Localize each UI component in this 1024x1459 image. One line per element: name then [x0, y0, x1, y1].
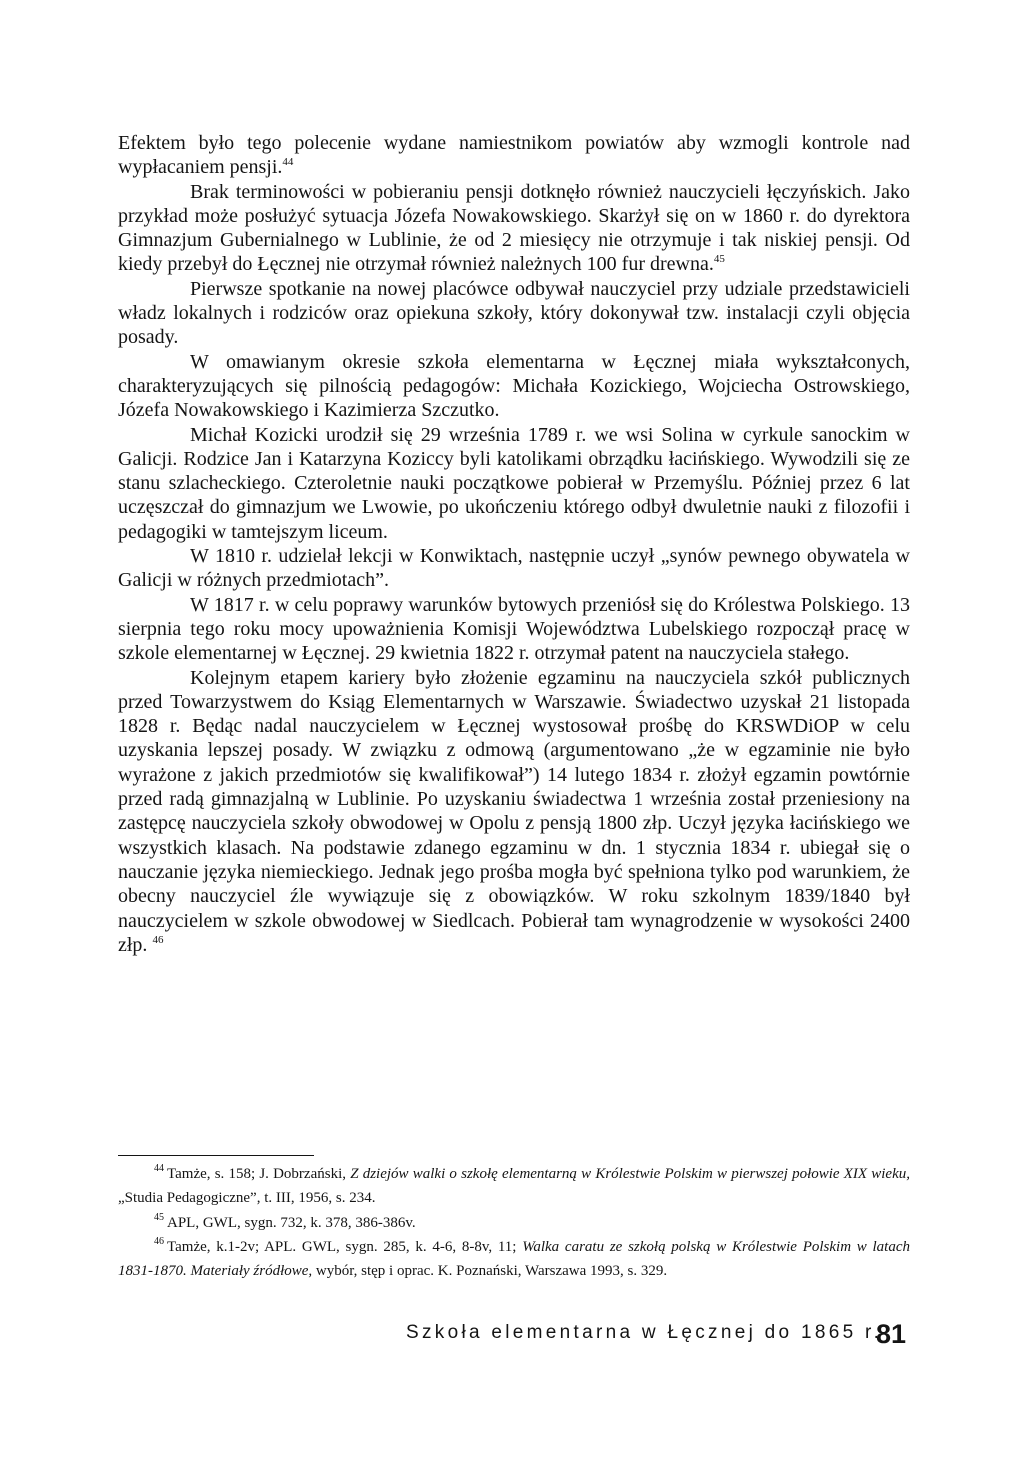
page-number: 81 [876, 1319, 907, 1349]
footnote-number: 46 [154, 1235, 164, 1247]
footnote-44 [118, 1162, 910, 1211]
footnote-text: Tamże, s. 158; J. Dobrzański, [167, 1166, 346, 1182]
footnote-number: 45 [154, 1211, 164, 1223]
paragraph-text: Efektem było tego polecenie wydane namiestnikom powiatów aby wzmogli kontrole nad wypłacaniem pensji. [118, 132, 910, 179]
footnotes [118, 1162, 910, 1283]
paragraph-text: W 1810 r. udzielał lekcji w Konwiktach, następnie uczył „synów pewnego obywatela w Galicji w różnych przedmiotach”. [118, 545, 910, 592]
paragraph-6 [118, 544, 910, 593]
running-title: Szkoła elementarna w Łęcznej do 1865 r. [406, 1322, 883, 1343]
footnote-text: Tamże, k.1-2v; APL. GWL, sygn. 285, k. 4-6, 8-8v, 11; [167, 1238, 517, 1255]
footnote-title: Z dziejów walki o szkołę elementarną w Królestwie Polskim w pierwszej połowie XIX wieku, [350, 1166, 910, 1182]
footnote-ref-46: 46 [152, 933, 164, 946]
footnote-ref-44: 44 [282, 156, 294, 169]
main-text [118, 131, 910, 957]
paragraph-text: Michał Kozicki urodził się 29 września 1789 r. we wsi Solina w cyrkule sanockim w Galicji. Rodzice Jan i Katarzyna Koziccy byli katolikami obrządku łacińskiego. Wywodzili się ze stanu szlacheckiego. Czteroletnie nauki początkowe pobierał w Przemyślu. Później przez 6 lat uczęszczał do gimnazjum we Lwowie, po ukończeniu którego odbył dwuletnie nauki z filozofii i pedagogiki w tamtejszym liceum. [118, 423, 910, 543]
footnote-divider [118, 1155, 314, 1156]
paragraph-text: Brak terminowości w pobieraniu pensji dotknęło również nauczycieli łęczyńskich. Jako przykład może posłużyć sytuacja Józefa Nowakowskiego. Skarżył się on w 1860 r. do dyrektora Gimnazjum Gubernialnego w Lublinie, że od 2 miesięcy nie otrzymuje i tak niskiej pensji. Od kiedy przebył do Łęcznej nie otrzymał również należnych 100 fur drewna. [118, 180, 910, 276]
paragraph-text: Kolejnym etapem kariery było złożenie egzaminu na nauczyciela szkół publicznych przed Towarzystwem do Ksiąg Elementarnych w Warszawie. Świadectwo uzyskał 21 listopada 1828 r. Będąc nadal nauczycielem w Łęcznej wystosował prośbę do KRSWDiOP w celu uzyskania lepszej posady. W związku z odmową (argumentowano „że w egzaminie nie było wyrażone z jakich przedmiotów się kwalifikował”) 14 lutego 1834 r. złożył egzamin powtórnie przed radą gimnazjalną w Lublinie. Po uzyskaniu świadectwa 1 września został przeniesiony na zastępcę nauczyciela szkoły obwodowej w Opolu z pensją 1800 złp. Uczył języka łacińskiego we wszystkich klasach. Na podstawie zdanego egzaminu w dn. 1 stycznia 1834 r. ubiegał się o nauczanie języka niemieckiego. Jednak jego prośba mogła być spełniona tylko pod warunkiem, że obecny nauczyciel źle wywiązuje się z obowiązków. W roku szkolnym 1839/1840 był nauczycielem w szkole obwodowej w Siedlcach. Pobierał tam wynagrodzenie w wysokości 2400 złp. [118, 666, 910, 956]
paragraph-4 [118, 350, 910, 423]
paragraph-5 [118, 423, 910, 544]
paragraph-7 [118, 593, 910, 666]
paragraph-8 [118, 666, 910, 958]
paragraph-text: W 1817 r. w celu poprawy warunków bytowych przeniósł się do Królestwa Polskiego. 13 sierpnia tego roku mocy upoważnienia Komisji Województwa Lubelskiego rozpoczął pracę w szkole elementarnej w Łęcznej. 29 kwietnia 1822 r. otrzymał patent na nauczyciela stałego. [118, 593, 910, 665]
footnote-text-tail: wybór, stęp i oprac. K. Poznański, Warszawa 1993, s. 329. [315, 1263, 668, 1280]
footnote-number: 44 [154, 1163, 164, 1174]
paragraph-text: Pierwsze spotkanie na nowej placówce odbywał nauczyciel przy udziale przedstawicieli władz lokalnych i rodziców oraz opiekuna szkoły, który dokonywał tzw. instalacji czyli objęcia posady. [118, 277, 910, 349]
footnote-text-tail: „Studia Pedagogiczne”, t. III, 1956, s. 234. [118, 1190, 376, 1207]
footnote-text: APL, GWL, sygn. 732, k. 378, 386-386v. [167, 1214, 416, 1231]
footnote-45 [118, 1211, 910, 1235]
footnote-ref-45: 45 [713, 253, 725, 266]
paragraph-2 [118, 180, 910, 277]
paragraph-text: W omawianym okresie szkoła elementarna w Łęcznej miała wykształconych, charakteryzujących się pilnością pedagogów: Michała Kozickiego, Wojciecha Ostrowskiego, Józefa Nowakowskiego i Kazimierza Szczutko. [118, 350, 910, 422]
paragraph-3 [118, 277, 910, 350]
paragraph-1 [118, 131, 910, 180]
footnote-46 [118, 1235, 910, 1284]
footnote-title: Walka caratu ze szkołą polską w Królestwie Polskim w latach 1831-1870. Materiały źródłowe, [118, 1238, 911, 1280]
